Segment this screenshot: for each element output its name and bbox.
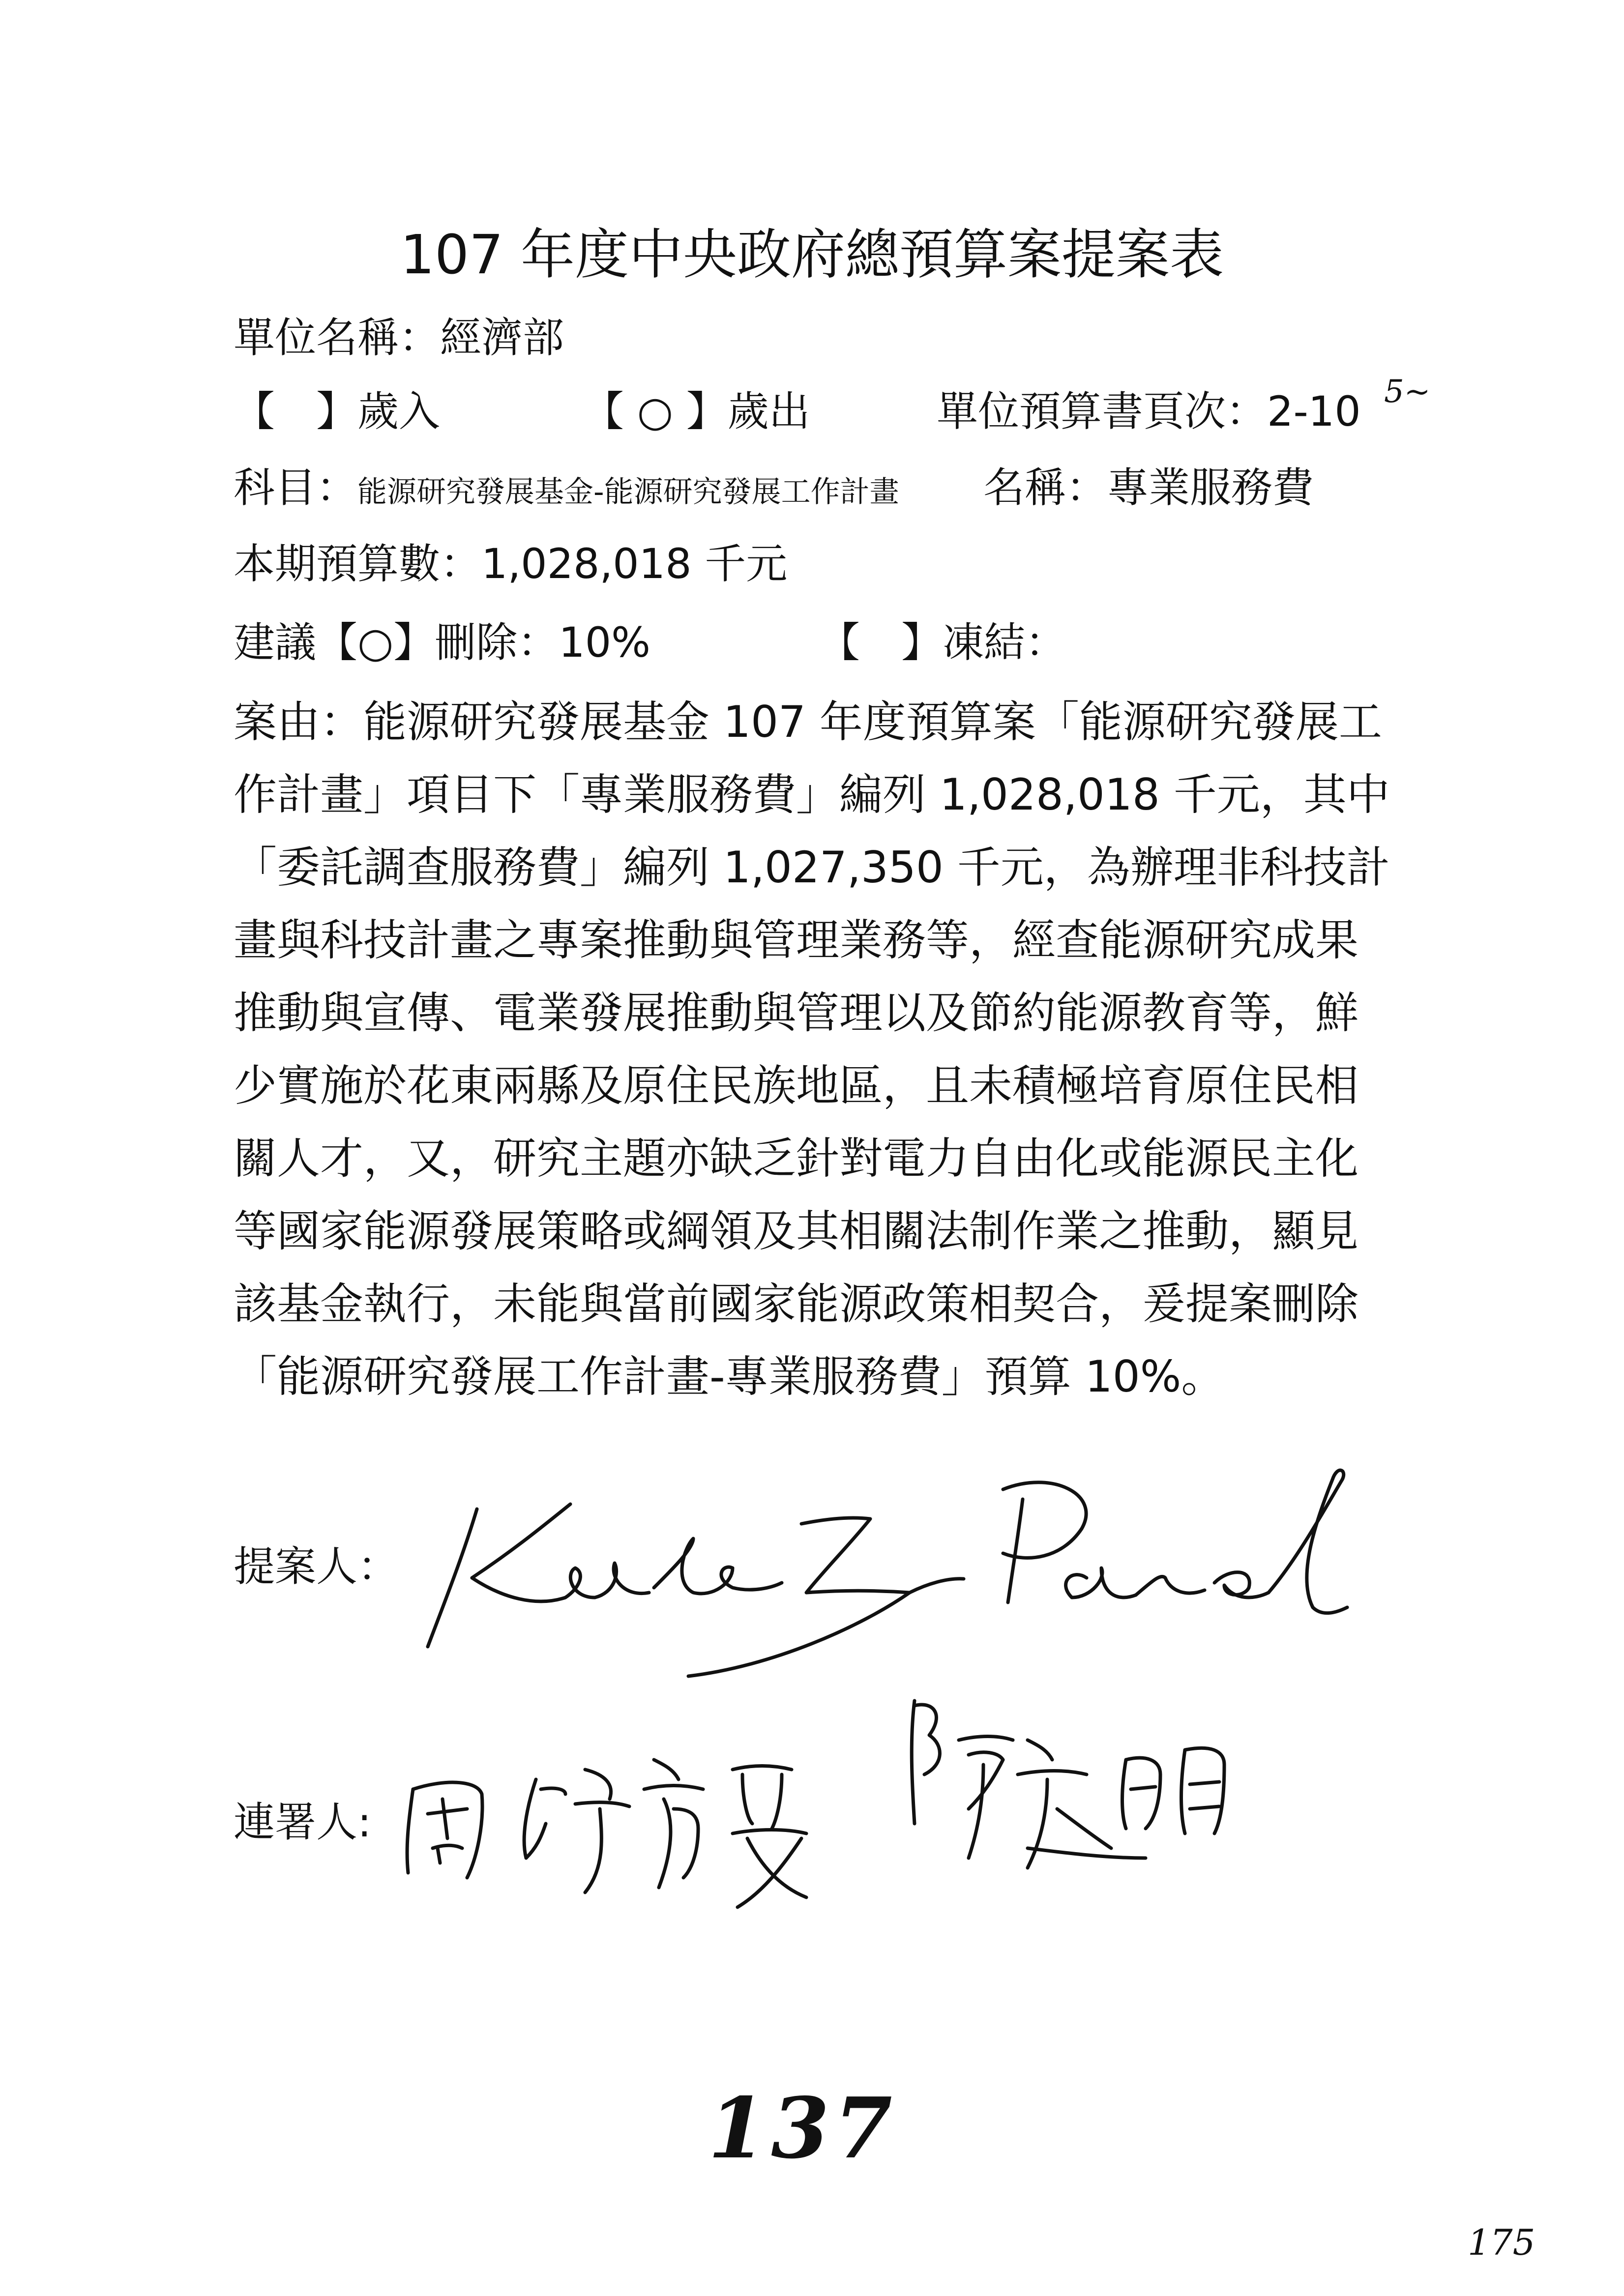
case-line: 等國家能源發展策略或綱領及其相關法制作業之推動，顯見 <box>234 1206 1359 1256</box>
freeze-checkbox: 【 】凍結： <box>819 618 1067 667</box>
page-number: 137 <box>708 2079 897 2178</box>
delete-suggestion: 建議【○】刪除：10% <box>234 618 650 667</box>
revenue-checkbox: 【 】歲入 <box>234 387 441 436</box>
case-line: 少實施於花東兩縣及原住民族地區，且未積極培育原住民相 <box>234 1060 1359 1111</box>
case-line: 該基金執行，未能與當前國家能源政策相契合，爰提案刪除 <box>234 1279 1359 1329</box>
case-line: 畫與科技計畫之專案推動與管理業務等，經查能源研究成果 <box>234 915 1359 965</box>
item-name: 名稱：專業服務費 <box>983 464 1314 512</box>
case-line: 「委託調查服務費」編列 1,027,350 千元，為辦理非科技計 <box>234 842 1390 893</box>
case-line: 案由：能源研究發展基金 107 年度預算案「能源研究發展工 <box>234 697 1382 747</box>
subject-row <box>234 455 899 514</box>
cosigner-signature <box>379 1661 1313 1917</box>
page-title: 107 年度中央政府總預算案提案表 <box>400 223 1224 286</box>
case-description <box>234 686 1390 1413</box>
case-line: 作計畫」項目下「專業服務費」編列 1,028,018 千元，其中 <box>234 769 1390 820</box>
page-reference-note: 5~ <box>1384 374 1431 410</box>
cosigner-label: 連署人: <box>234 1798 372 1846</box>
expenditure-checkbox: 【 ○ 】歲出 <box>583 387 810 436</box>
corner-number: 175 <box>1468 2222 1535 2263</box>
budget-amount: 本期預算數：1,028,018 千元 <box>234 540 788 588</box>
case-line: 關人才，又，研究主題亦缺乏針對電力自由化或能源民主化 <box>234 1133 1359 1184</box>
subject-value: 能源研究發展基金-能源研究發展工作計畫 <box>357 475 899 509</box>
case-line: 推動與宣傳、電業發展推動與管理以及節約能源教育等，鮮 <box>234 988 1359 1038</box>
case-line: 「能源研究發展工作計畫-專業服務費」預算 10%。 <box>234 1351 1225 1402</box>
subject-label: 科目： <box>234 464 358 512</box>
page-reference: 單位預算書頁次：2-10 <box>937 387 1361 436</box>
proposer-label: 提案人： <box>234 1542 399 1591</box>
proposer-signature <box>418 1450 1352 1696</box>
unit-name: 單位名稱：經濟部 <box>234 314 564 362</box>
